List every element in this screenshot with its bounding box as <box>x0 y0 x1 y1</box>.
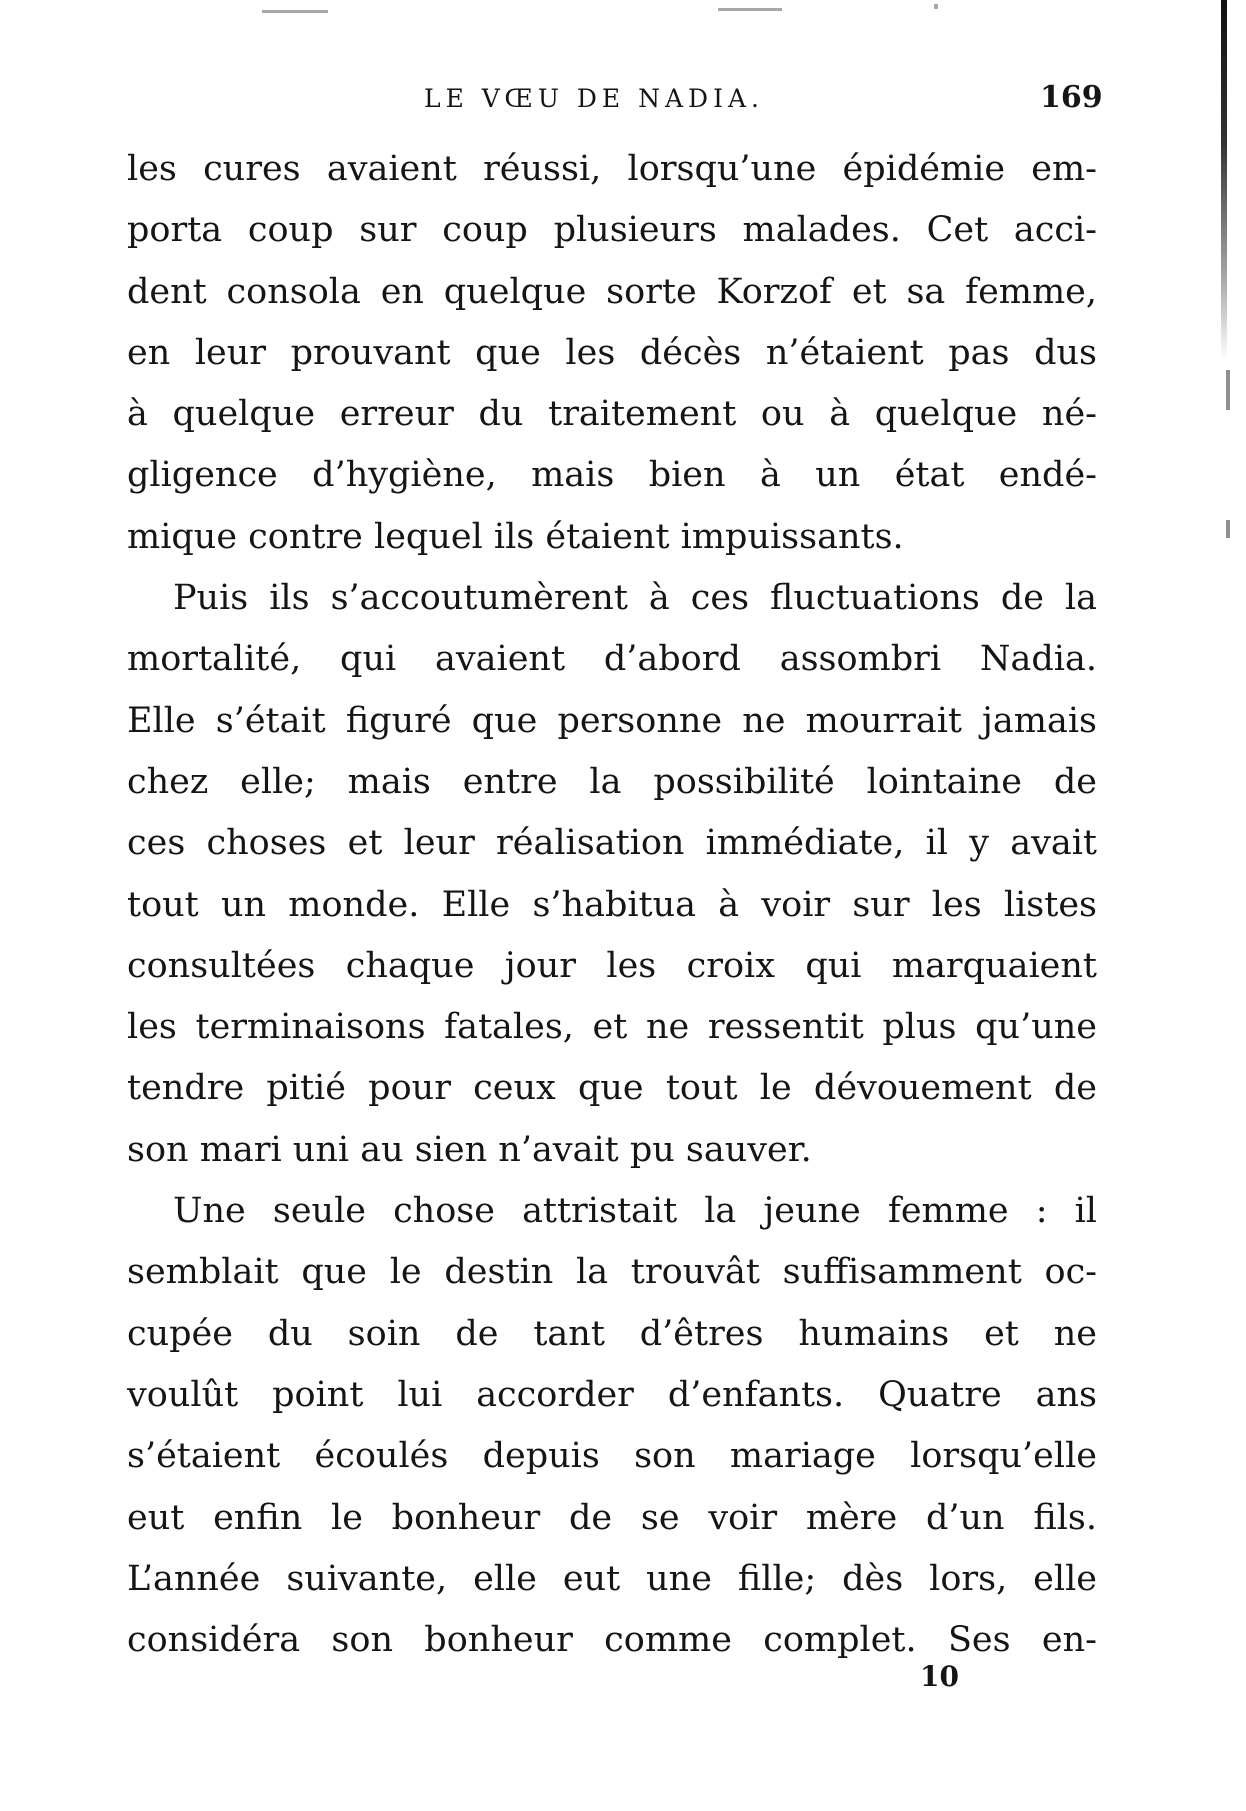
text-line: chez elle; mais entre la possibilité lointaine de <box>127 761 1097 802</box>
text-line: les cures avaient réussi, lorsqu’une épidémie em- <box>127 149 1097 189</box>
signature-mark: 10 <box>920 1660 959 1693</box>
text-line: mique contre lequel ils étaient impuissants. <box>127 516 904 557</box>
text-line: tendre pitié pour ceux que tout le dévouement de <box>127 1068 1097 1109</box>
text-line: porta coup sur coup plusieurs malades. Cet acci- <box>127 210 1097 251</box>
text-line: eut enfin le bonheur de se voir mère d’un fils. <box>127 1497 1097 1538</box>
text-line: à quelque erreur du traitement ou à quelque né- <box>127 394 1097 435</box>
running-title: LE VŒU DE NADIA. <box>424 84 764 113</box>
text-line: les terminaisons fatales, et ne ressentit plus qu’une <box>127 1007 1097 1048</box>
scan-artifact-top-left <box>262 10 328 13</box>
scan-artifact-top-center <box>718 8 782 11</box>
scan-artifact-top-right <box>934 4 938 9</box>
body-text <box>127 139 1097 1671</box>
text-line: Elle s’était figuré que personne ne mourrait jamais <box>127 700 1097 741</box>
page-edge-speck <box>1226 370 1230 410</box>
text-line: dent consola en quelque sorte Korzof et sa femme, <box>127 271 1097 312</box>
text-line: L’année suivante, elle eut une fille; dès lors, elle <box>127 1558 1097 1599</box>
text-line: gligence d’hygiène, mais bien à un état endé- <box>127 455 1097 496</box>
text-line: ces choses et leur réalisation immédiate, il y avait <box>127 823 1097 864</box>
text-line: Puis ils s’accoutumèrent à ces fluctuations de la <box>173 578 1097 619</box>
page-edge-shadow <box>1221 0 1227 360</box>
text-line: consultées chaque jour les croix qui marquaient <box>127 945 1097 986</box>
text-line: Une seule chose attristait la jeune femme : il <box>173 1191 1097 1232</box>
text-line: considéra son bonheur comme complet. Ses en- <box>127 1620 1097 1661</box>
text-line: mortalité, qui avaient d’abord assombri Nadia. <box>127 639 1097 680</box>
page-edge-speck <box>1226 520 1230 538</box>
text-line: en leur prouvant que les décès n’étaient pas dus <box>127 332 1097 373</box>
page-number: 169 <box>1040 80 1103 115</box>
text-line: son mari uni au sien n’avait pu sauver. <box>127 1129 812 1170</box>
text-line: voulût point lui accorder d’enfants. Quatre ans <box>127 1374 1097 1415</box>
text-line: semblait que le destin la trouvât suffisamment oc- <box>127 1252 1097 1293</box>
text-line: tout un monde. Elle s’habitua à voir sur les listes <box>127 884 1097 925</box>
text-line: cupée du soin de tant d’êtres humains et ne <box>127 1313 1097 1354</box>
text-line: s’étaient écoulés depuis son mariage lorsqu’elle <box>127 1436 1097 1477</box>
